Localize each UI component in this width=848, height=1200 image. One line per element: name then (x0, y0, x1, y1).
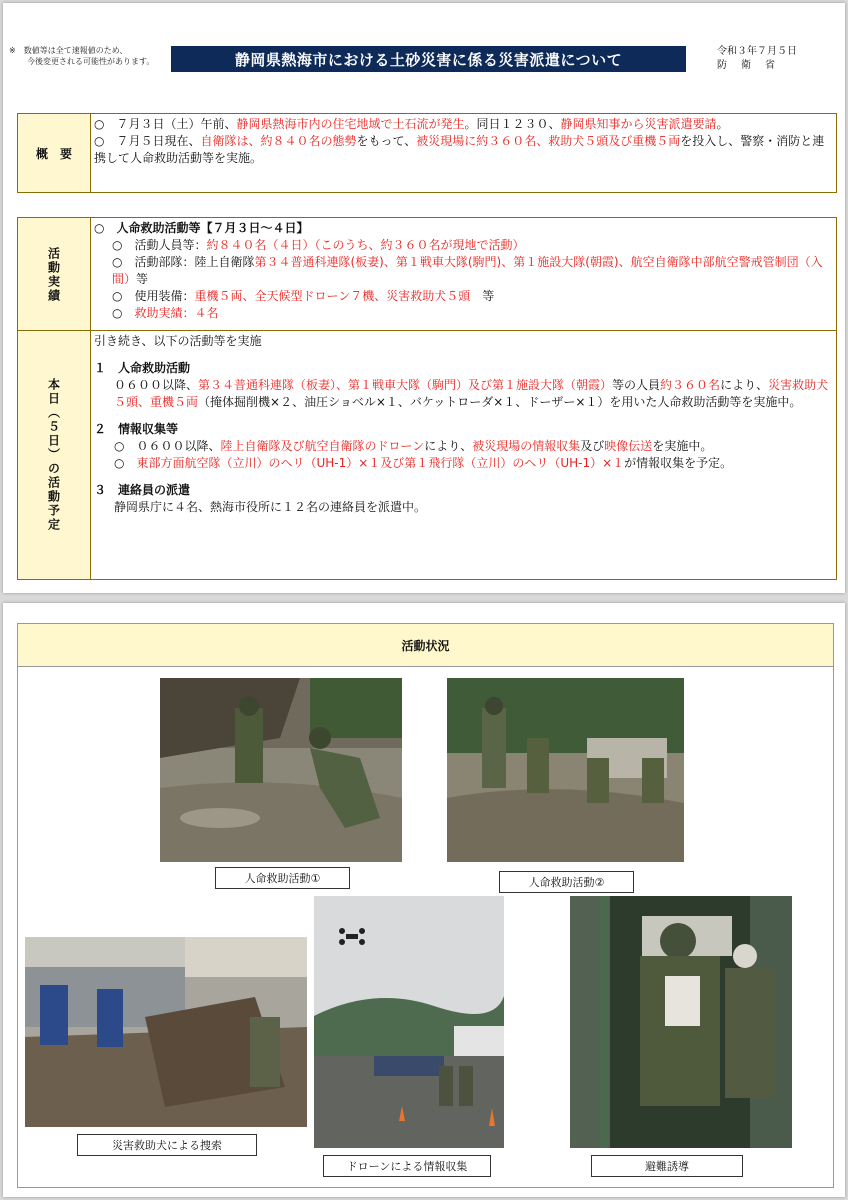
date-block (717, 45, 797, 73)
results-personnel: ○ 活動人員等：約８４０名（４日）（このうち、約３６０名が現地で活動） (112, 238, 525, 252)
caption-rescue-dog-search: 災害救助犬による捜索 (77, 1134, 257, 1156)
disclaimer-note: ※ 数値等は全て速報値のため、 今後変更される可能性があります。 (9, 46, 155, 66)
photo-rescue-dog-search (25, 937, 307, 1127)
document-page-2 (3, 603, 845, 1197)
plan-heli-text: ○ 東部方面航空隊（立川）のヘリ（UH-1）×１及び第１飛行隊（立川）のヘリ（UH-1）×１が情報収集を予定。 (114, 456, 733, 470)
today-plan-label: 本日（５日）の活動予定 (18, 331, 91, 579)
results-equipment: ○ 使用装備：重機５両、全天候型ドローン７機、災害救助犬５頭 等 (112, 289, 495, 303)
overview-line-1: ○ ７月３日（土）午前、静岡県熱海市内の住宅地域で土石流が発生。同日１２３０、静岡県知事から災害派遣要請。 (94, 117, 729, 131)
caption-rescue-1: 人命救助活動① (215, 867, 350, 889)
caption-rescue-2: 人命救助活動② (499, 871, 634, 893)
plan-intro: 引き続き、以下の活動等を実施 (94, 334, 262, 348)
photo-drone-survey (314, 896, 504, 1148)
today-plan-body (94, 333, 830, 516)
results-heading: ○ 人命救助活動等【７月３日～４日】 (94, 221, 309, 235)
plan-heading-2: ２ 情報収集等 (94, 422, 179, 436)
overview-body (94, 116, 830, 167)
plan-heading-1: １ 人命救助活動 (94, 361, 191, 375)
document-title: 静岡県熱海市における土砂災害に係る災害派遣について (171, 46, 686, 72)
results-body (94, 220, 830, 322)
results-section (17, 217, 837, 331)
ministry-name: 防衛省 (717, 60, 789, 71)
plan-drone-text: ○ ０６００以降、陸上自衛隊及び航空自衛隊のドローンにより、被災現場の情報収集及び映像伝送を実施中。 (114, 439, 713, 453)
overview-label: 概 要 (18, 114, 91, 192)
caption-drone-survey: ドローンによる情報収集 (323, 1155, 491, 1177)
document-page-1 (3, 3, 845, 593)
caption-evacuation-guidance: 避難誘導 (591, 1155, 743, 1177)
activity-title: 活動状況 (17, 623, 834, 667)
photo-rescue-2 (447, 678, 684, 862)
overview-section (17, 113, 837, 193)
document-date: 令和３年７月５日 (717, 46, 797, 57)
plan-liaison-text: 静岡県庁に４名、熱海市役所に１２名の連絡員を派遣中。 (114, 500, 427, 514)
plan-rescue-text: ０６００以降、第３４普通科連隊（板妻）、第１戦車大隊（駒門）及び第１施設大隊（朝霞）等の人員約３６０名により、災害救助犬５頭、重機５両（掩体掘削機×２、油圧ショベル×１、バケットローダ×１、ドーザー×１）を用いた人命救助活動等を実施中。 (114, 378, 829, 409)
plan-heading-3: ３ 連絡員の派遣 (94, 483, 191, 497)
photo-rescue-1 (160, 678, 402, 862)
results-units: ○ 活動部隊：陸上自衛隊第３４普通科連隊(板妻)、第１戦車大隊(駒門)、第１施設大隊(朝霞)、航空自衛隊中部航空警戒管制団（入間）等 (112, 255, 823, 286)
results-label: 活動実績 (18, 218, 91, 331)
today-plan-section (17, 330, 837, 580)
results-rescued: ○ 救助実績：４名 (112, 306, 219, 320)
overview-line-2: ○ ７月５日現在、自衛隊は、約８４０名の態勢をもって、被災現場に約３６０名、救助犬５頭及び重機５両を投入し、警察・消防と連携して人命救助活動等を実施。 (94, 134, 825, 165)
photo-evacuation-guidance (570, 896, 792, 1148)
